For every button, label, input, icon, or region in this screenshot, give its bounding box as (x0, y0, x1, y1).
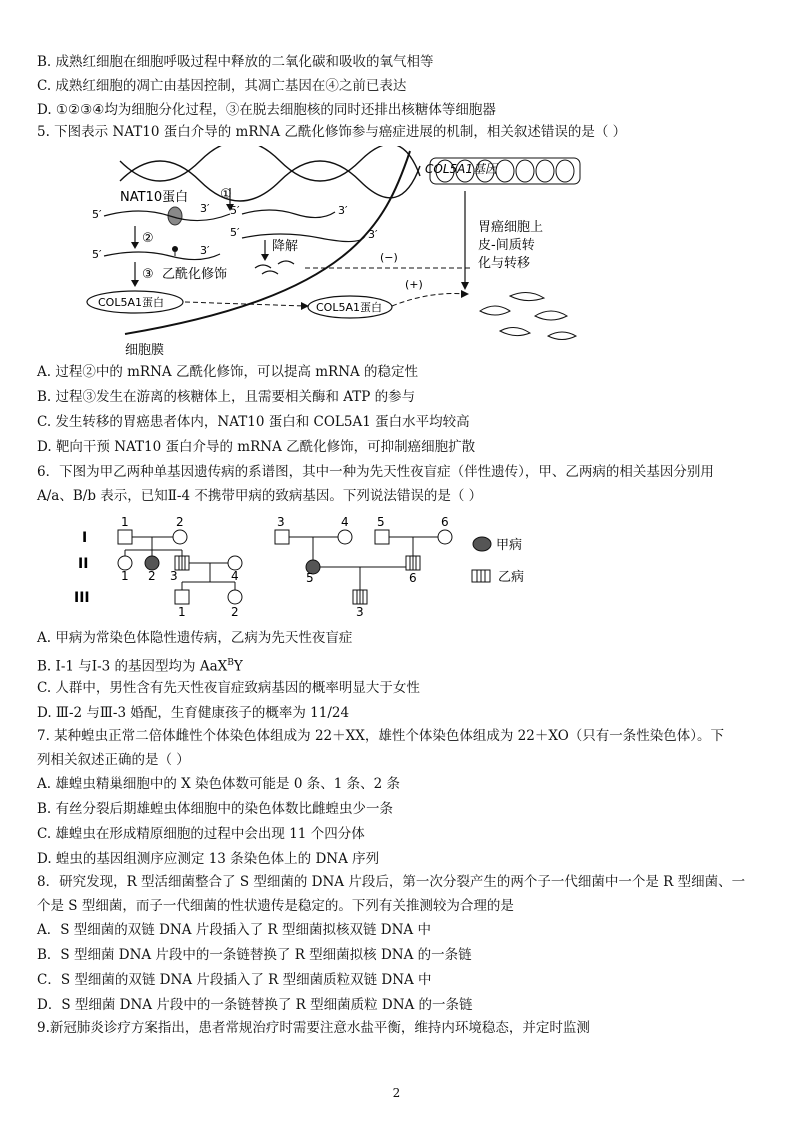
q7-option-d: D. 蝗虫的基因组测序应测定 13 条染色体上的 DNA 序列 (37, 851, 380, 867)
svg-text:3′: 3′ (338, 204, 348, 217)
svg-text:5: 5 (377, 515, 385, 529)
svg-text:3′: 3′ (200, 202, 210, 215)
step1-label: ① (220, 187, 232, 202)
q5-option-b: B. 过程③发生在游离的核糖体上，且需要相关酶和 ATP 的参与 (37, 389, 416, 405)
q6-option-a: A. 甲病为常染色体隐性遗传病，乙病为先天性夜盲症 (37, 630, 353, 646)
degrade-label: 降解 (272, 239, 299, 254)
plus-label: (+) (405, 278, 423, 291)
svg-text:6: 6 (441, 515, 449, 529)
gen-i: I (82, 530, 88, 546)
svg-text:2: 2 (148, 569, 156, 583)
q5-option-c: C. 发生转移的胃癌患者体内，NAT10 蛋白和 COL5A1 蛋白水平均较高 (37, 414, 470, 430)
gene-label: COL5A1基因 (425, 162, 497, 176)
svg-text:6: 6 (409, 571, 417, 585)
acetyl-label: 乙酰化修饰 (162, 267, 228, 282)
gen-ii: II (78, 556, 89, 572)
q6-stem-line1: 6．下图为甲乙两种单基因遗传病的系谱图，其中一种为先天性夜盲症（伴性遗传），甲、乙两病的相关基因分别用 (37, 464, 714, 480)
q6-option-b: B. Ⅰ-1 与Ⅰ-3 的基因型均为 AaX$^B$Y (37, 658, 243, 675)
q7-stem-line2: 列相关叙述正确的是（ ） (37, 752, 190, 768)
q8-stem-line1: 8．研究发现，R 型活细菌整合了 S 型细菌的 DNA 片段后，第一次分裂产生的两个子一代细菌中一个是 R 型细菌、一 (37, 874, 746, 890)
page-number: 2 (392, 1086, 401, 1100)
q5-option-a: A. 过程②中的 mRNA 乙酰化修饰，可以提高 mRNA 的稳定性 (37, 364, 419, 380)
svg-text:1: 1 (121, 569, 129, 583)
step2-label: ② (142, 231, 154, 246)
q9-stem-line1: 9.新冠肺炎诊疗方案指出，患者常规治疗时需要注意水盐平衡，维持内环境稳态，并定时监测 (37, 1020, 590, 1036)
svg-text:3: 3 (356, 605, 364, 619)
svg-text:4: 4 (231, 569, 239, 583)
q4-option-c: C. 成熟红细胞的凋亡由基因控制，其凋亡基因在④之前已表达 (37, 78, 407, 94)
q5-stem: 5. 下图表示 NAT10 蛋白介导的 mRNA 乙酰化修饰参与癌症进展的机制，相关叙述错误的是（ ） (37, 124, 627, 140)
q6-option-d: D. Ⅲ-2 与Ⅲ-3 婚配，生育健康孩子的概率为 11/24 (37, 705, 350, 721)
q5-figure (80, 146, 600, 360)
q6-stem-line2: A/a、B/b 表示，已知Ⅱ-4 不携带甲病的致病基因。下列说法错误的是（ ） (37, 488, 483, 504)
q8-option-d: D．S 型细菌 DNA 片段中的一条链替换了 R 型细菌质粒 DNA 的一条链 (37, 997, 473, 1013)
svg-text:5′: 5′ (230, 204, 240, 217)
q4-option-b: B. 成熟红细胞在细胞呼吸过程中释放的二氧化碳和吸收的氧气相等 (37, 54, 434, 70)
minus-label: (−) (380, 251, 398, 264)
svg-text:3: 3 (170, 569, 178, 583)
membrane-label: 细胞膜 (125, 343, 165, 358)
legend-a-label: 甲病 (496, 538, 523, 553)
svg-text:5′: 5′ (92, 248, 102, 261)
q7-option-b: B. 有丝分裂后期雄蝗虫体细胞中的染色体数比雌蝗虫少一条 (37, 801, 394, 817)
q6-pedigree (70, 512, 590, 622)
q7-option-a: A. 雄蝗虫精巢细胞中的 X 染色体数可能是 0 条、1 条、2 条 (37, 776, 400, 792)
emt-line-2: 皮-间质转 (478, 238, 535, 253)
svg-text:2: 2 (231, 605, 239, 619)
q8-option-a: A．S 型细菌的双链 DNA 片段插入了 R 型细菌拟核双链 DNA 中 (37, 922, 431, 938)
legend-b-label: 乙病 (498, 570, 525, 585)
emt-line-1: 胃癌细胞上 (478, 220, 544, 235)
col-protein-2: COL5A1蛋白 (316, 301, 382, 314)
svg-text:1: 1 (178, 605, 186, 619)
svg-text:3′: 3′ (200, 244, 210, 257)
mesenchymal-cells (480, 292, 576, 339)
q7-option-c: C. 雄蝗虫在形成精原细胞的过程中会出现 11 个四分体 (37, 826, 365, 842)
emt-line-3: 化与转移 (478, 256, 531, 271)
step3-label: ③ (142, 267, 154, 282)
dna-strand-2 (120, 146, 420, 181)
q8-option-b: B．S 型细菌 DNA 片段中的一条链替换了 R 型细菌拟核 DNA 的一条链 (37, 947, 472, 963)
svg-text:5: 5 (306, 571, 314, 585)
svg-text:1: 1 (121, 515, 129, 529)
legend-a-symbol (473, 537, 491, 551)
svg-text:5′: 5′ (230, 226, 240, 239)
svg-text:4: 4 (341, 515, 349, 529)
svg-text:3′: 3′ (368, 228, 378, 241)
q5-option-d: D. 靶向干预 NAT10 蛋白介导的 mRNA 乙酰化修饰，可抑制癌细胞扩散 (37, 439, 476, 455)
svg-text:5′: 5′ (92, 208, 102, 221)
gen-iii: III (74, 590, 90, 606)
q8-option-c: C．S 型细菌的双链 DNA 片段插入了 R 型细菌质粒双链 DNA 中 (37, 972, 432, 988)
col-protein-1: COL5A1蛋白 (98, 296, 164, 309)
svg-text:3: 3 (277, 515, 285, 529)
q7-stem-line1: 7. 某种蝗虫正常二倍体雌性个体染色体组成为 22＋XX，雄性个体染色体组成为 22＋XO（只有一条性染色体）。下 (37, 728, 725, 744)
q4-option-d: D. ①②③④均为细胞分化过程，③在脱去细胞核的同时还排出核糖体等细胞器 (37, 102, 496, 118)
svg-text:2: 2 (176, 515, 184, 529)
q6-option-c: C. 人群中，男性含有先天性夜盲症致病基因的概率明显大于女性 (37, 680, 420, 696)
q8-stem-line2: 个是 S 型细菌，而子一代细菌的性状遗传是稳定的。下列有关推测较为合理的是 (37, 898, 514, 914)
nat10-label: NAT10蛋白 (120, 190, 189, 205)
